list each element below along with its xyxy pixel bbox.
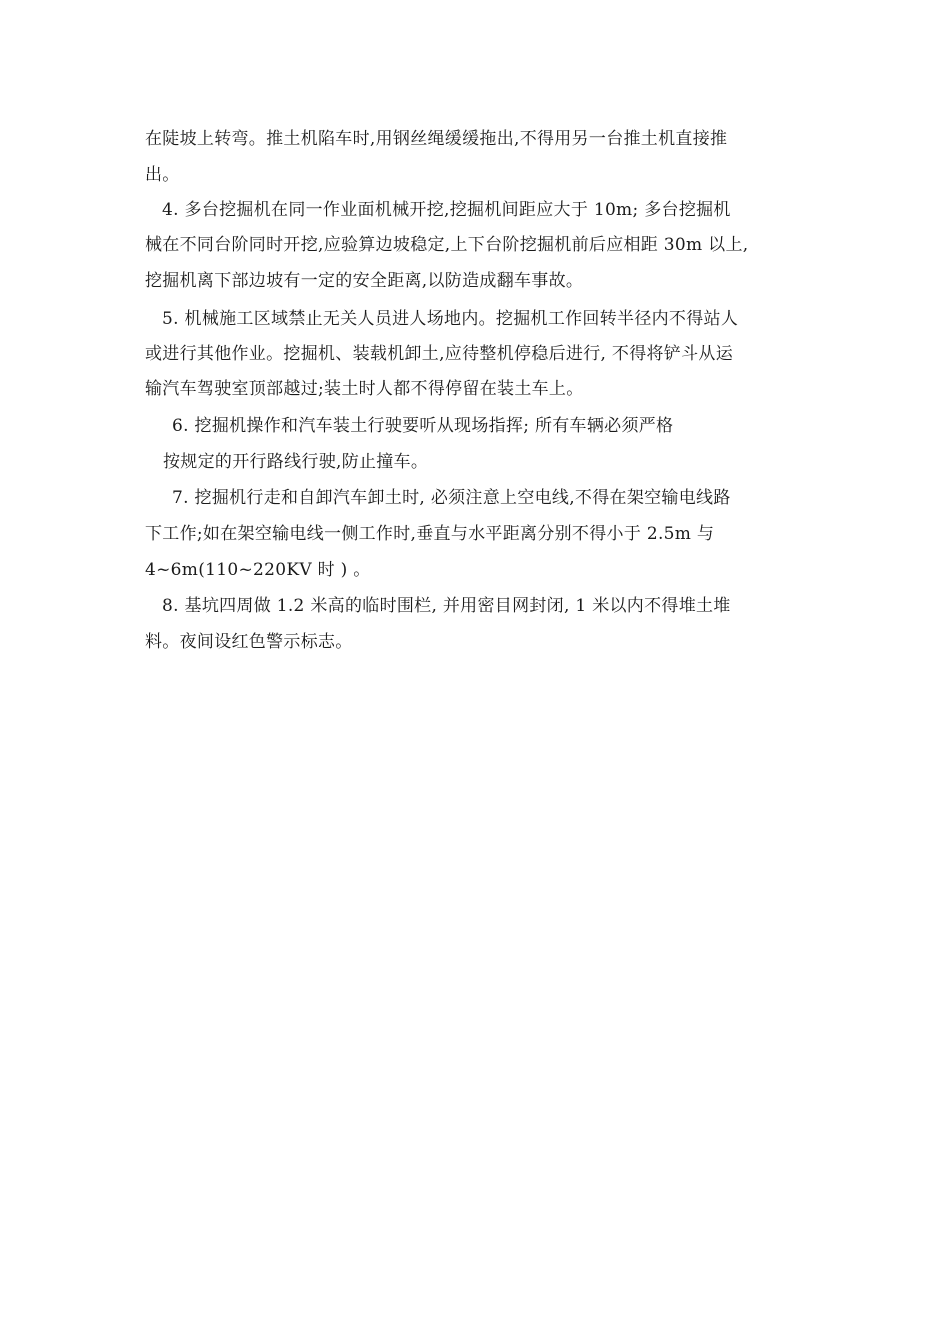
text-line: 在陡坡上转弯。推土机陷车时,用钢丝绳缓缓拖出,不得用另一台推土机直接推 bbox=[145, 129, 728, 149]
text-line: 8. 基坑四周做 1.2 米高的临时围栏, 并用密目网封闭, 1 米以内不得堆土堆 bbox=[162, 596, 731, 616]
text-line: 输汽车驾驶室顶部越过;装土时人都不得停留在装土车上。 bbox=[145, 379, 584, 399]
text-line: 4. 多台挖掘机在同一作业面机械开挖,挖掘机间距应大于 10m; 多台挖掘机 bbox=[162, 200, 731, 220]
text-line: 料。夜间设红色警示标志。 bbox=[145, 632, 353, 652]
text-line: 下工作;如在架空输电线一侧工作时,垂直与水平距离分别不得小于 2.5m 与 bbox=[145, 524, 715, 544]
text-line: 4~6m(110~220KV 时 ) 。 bbox=[145, 560, 371, 580]
text-line: 挖掘机离下部边坡有一定的安全距离,以防造成翻车事故。 bbox=[145, 271, 584, 291]
text-line: 出。 bbox=[145, 165, 180, 185]
text-line: 按规定的开行路线行驶,防止撞车。 bbox=[163, 452, 429, 472]
text-line: 7. 挖掘机行走和自卸汽车卸土时, 必须注意上空电线,不得在架空输电线路 bbox=[172, 488, 731, 508]
text-line: 械在不同台阶同时开挖,应验算边坡稳定,上下台阶挖掘机前后应相距 30m 以上, bbox=[145, 235, 749, 255]
text-line: 或进行其他作业。挖掘机、装载机卸土,应待整机停稳后进行, 不得将铲斗从运 bbox=[145, 344, 734, 364]
text-line: 5. 机械施工区域禁止无关人员进人场地内。挖掘机工作回转半径内不得站人 bbox=[162, 309, 739, 329]
text-line: 6. 挖掘机操作和汽车装土行驶要听从现场指挥; 所有车辆必须严格 bbox=[172, 416, 674, 436]
